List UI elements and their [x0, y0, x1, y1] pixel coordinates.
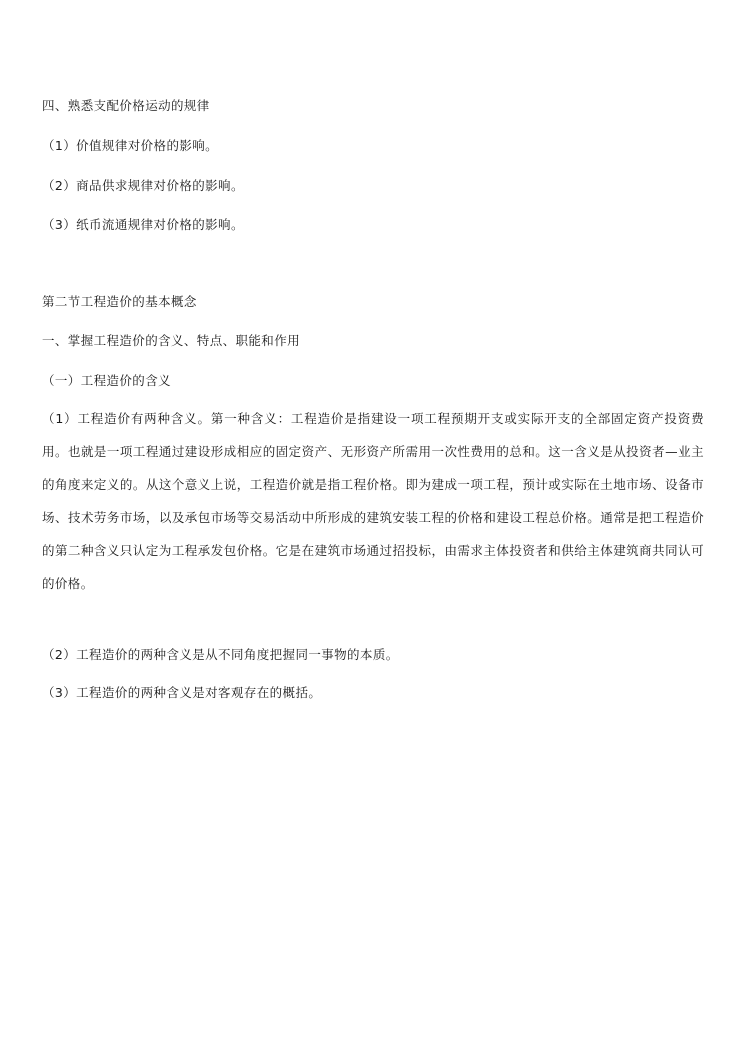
- list-item: （3）工程造价的两种含义是对客观存在的概括。: [42, 685, 322, 700]
- list-item: （1）价值规律对价格的影响。: [42, 138, 219, 153]
- section-subheading: 一、掌握工程造价的含义、特点、职能和作用: [42, 333, 301, 348]
- body-paragraph: （1）工程造价有两种含义。第一种含义：工程造价是指建设一项工程预期开支或实际开支的全部固定资产投资费用。也就是一项工程通过建设形成相应的固定资产、无形资产所需用一次性费用的总和。这一含义是从投资者—业主的角度来定义的。从这个意义上说，工程造价就是指工程价格。即为建成一项工程，预计或实际在土地市场、设备市场、技术劳务市场，以及承包市场等交易活动中所形成的建筑安装工程的价格和建设工程总价格。通常是把工程造价的第二种含义只认定为工程承发包价格。它是在建筑市场通过招投标，由需求主体投资者和供给主体建筑商共同认可的价格。: [42, 411, 704, 591]
- section-title: 第二节工程造价的基本概念: [42, 294, 197, 309]
- list-item: （3）纸币流通规律对价格的影响。: [42, 217, 244, 232]
- list-item: （2）工程造价的两种含义是从不同角度把握同一事物的本质。: [42, 647, 399, 662]
- section-heading: 四、熟悉支配价格运动的规律: [42, 98, 210, 113]
- section-sub-subheading: （一）工程造价的含义: [42, 373, 172, 388]
- list-item: （2）商品供求规律对价格的影响。: [42, 178, 244, 193]
